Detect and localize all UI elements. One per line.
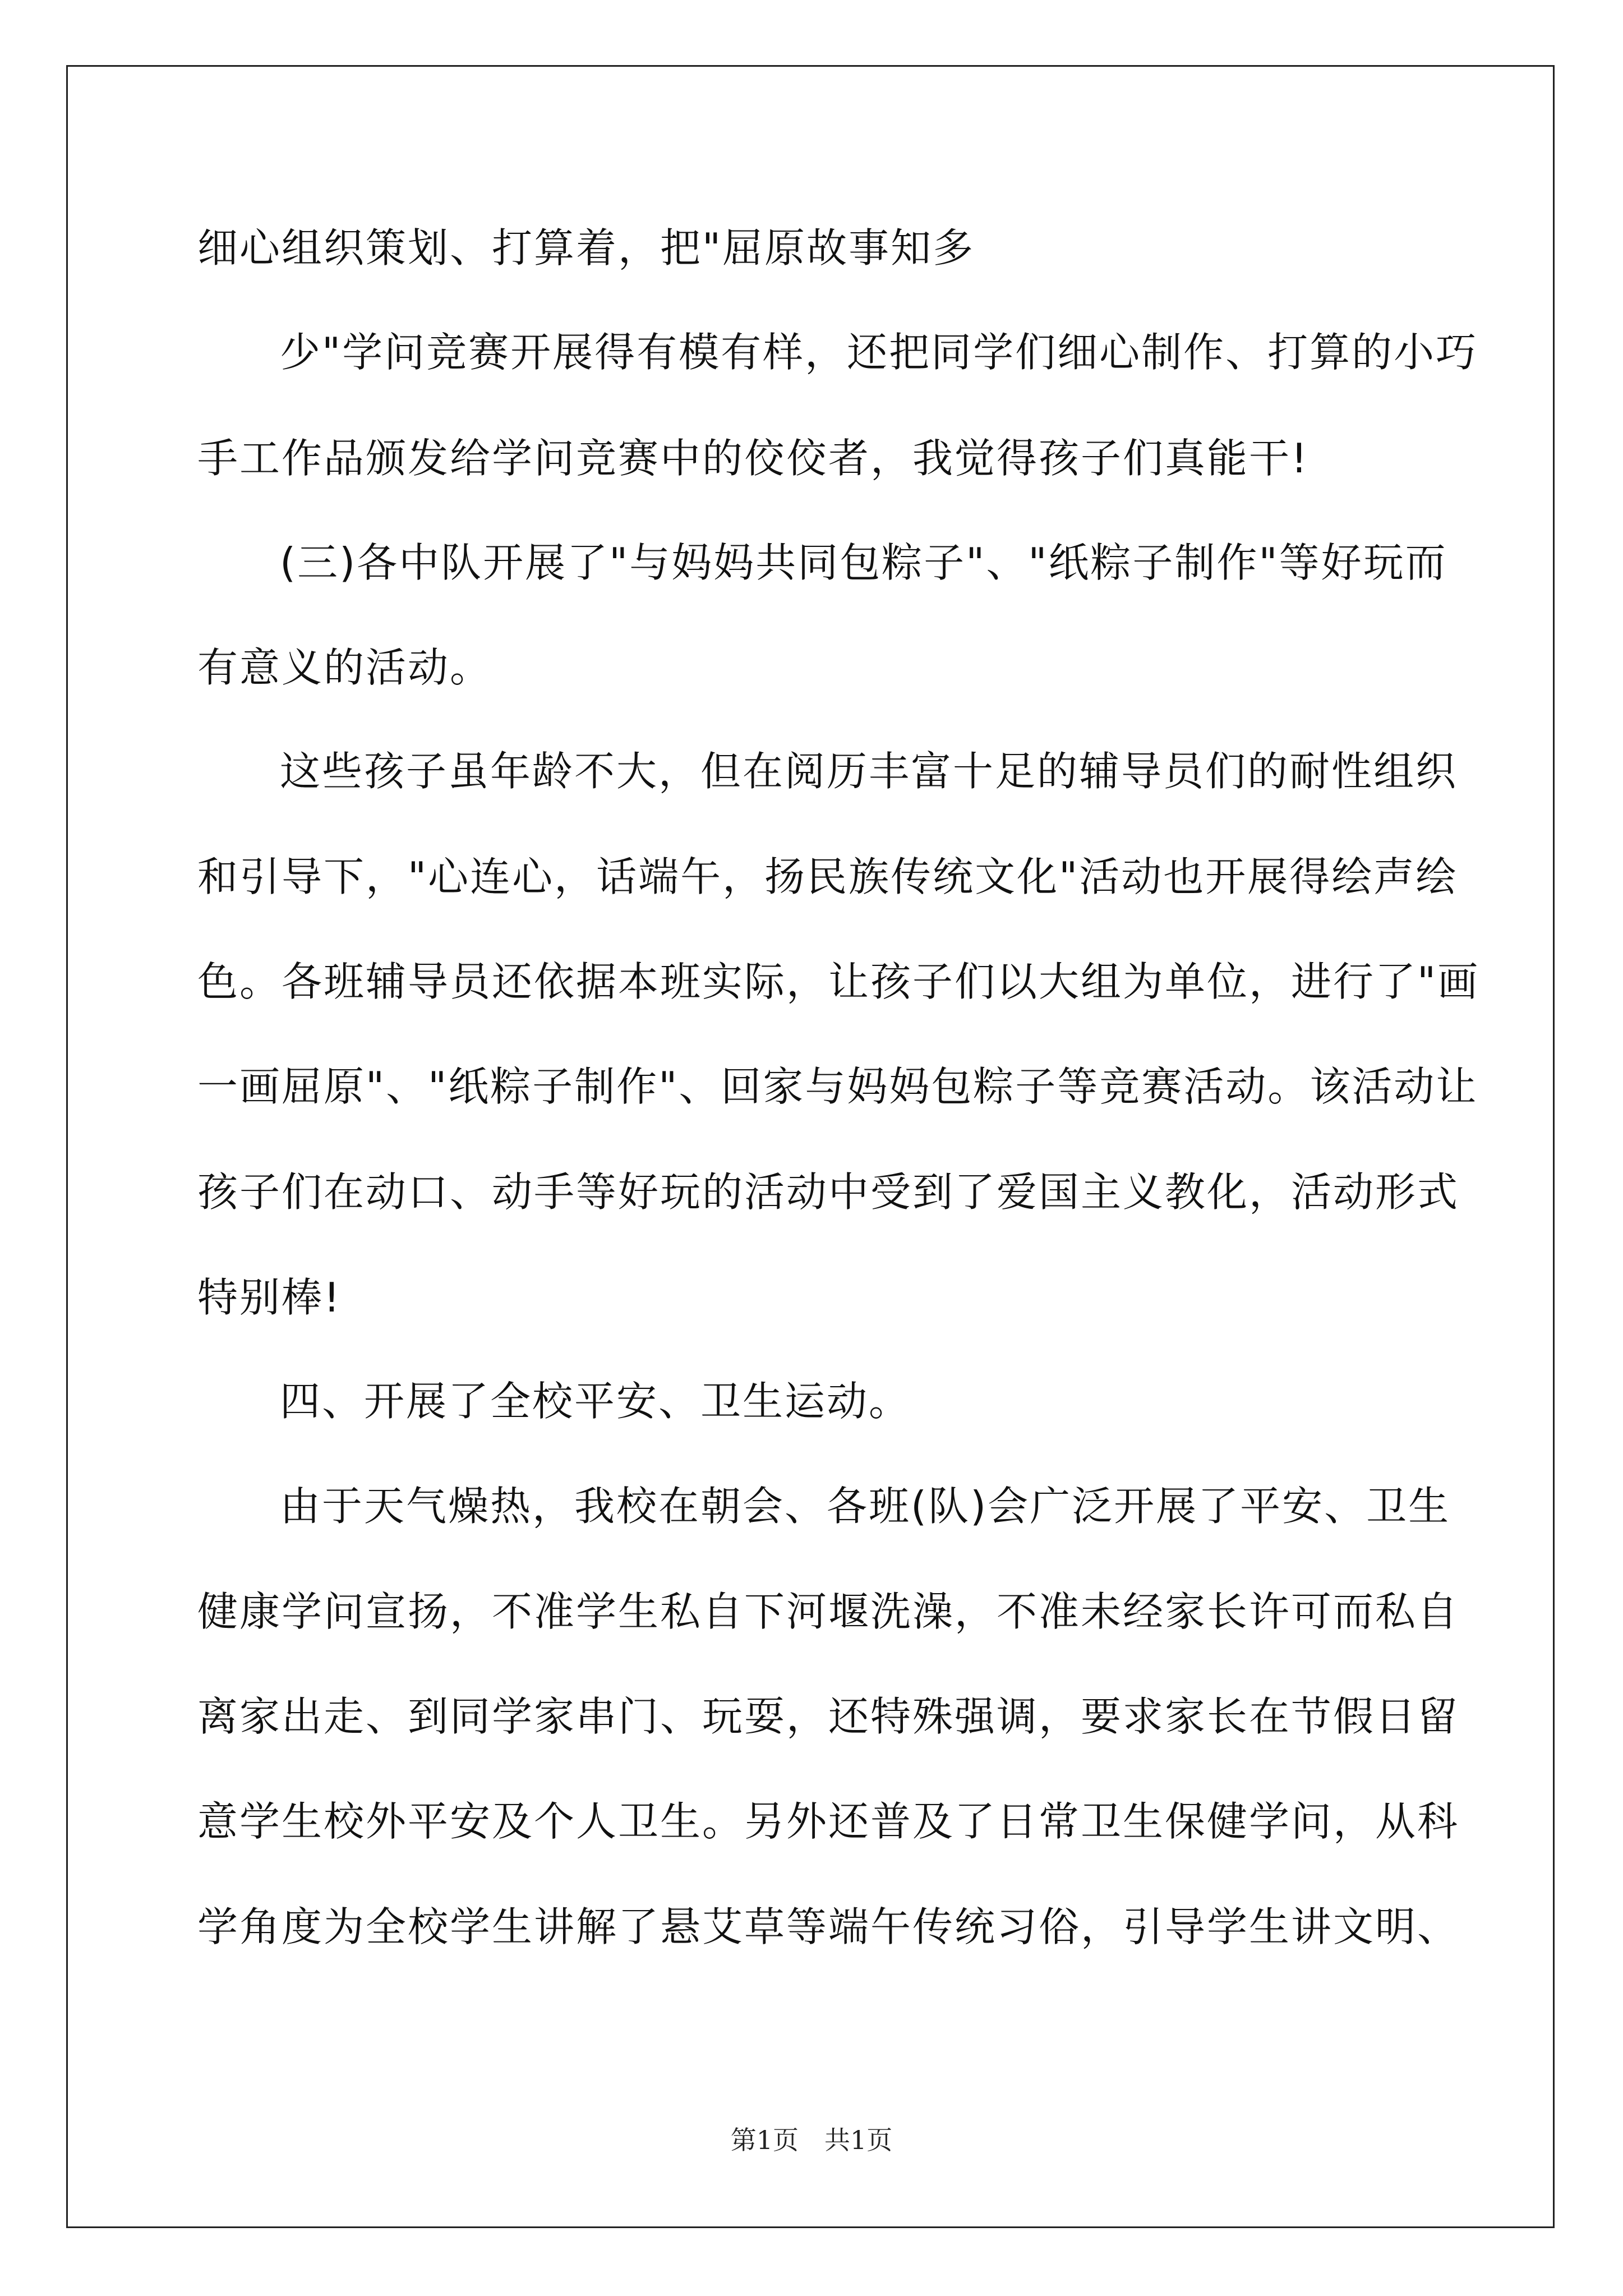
text-line: 学角度为全校学生讲解了悬艾草等端午传统习俗，引导学生讲文明、 <box>197 1903 1460 1950</box>
text-line: 少"学问竞赛开展得有模有样，还把同学们细心制作、打算的小巧 <box>280 329 1478 376</box>
text-line: 离家出走、到同学家串门、玩耍，还特殊强调，要求家长在节假日留 <box>197 1693 1460 1740</box>
text-line: 孩子们在动口、动手等好玩的活动中受到了爱国主义教化，活动形式 <box>197 1168 1460 1216</box>
text-line: 手工作品颁发给学问竞赛中的佼佼者，我觉得孩子们真能干! <box>197 435 1309 482</box>
text-line: 一画屈原"、"纸粽子制作"、回家与妈妈包粽子等竞赛活动。该活动让 <box>197 1063 1478 1110</box>
text-line: 由于天气燥热，我校在朝会、各班(队)会广泛开展了平安、卫生 <box>280 1483 1451 1530</box>
text-line: 特别棒! <box>197 1274 342 1321</box>
text-line: 有意义的活动。 <box>197 644 492 691</box>
text-line: 和引导下，"心连心，话端午，扬民族传统文化"活动也开展得绘声绘 <box>197 853 1458 900</box>
text-line: (三)各中队开展了"与妈妈共同包粽子"、"纸粽子制作"等好玩而 <box>280 539 1447 586</box>
text-line: 意学生校外平安及个人卫生。另外还普及了日常卫生保健学问，从科 <box>197 1798 1460 1845</box>
text-line: 健康学问宣扬，不准学生私自下河堰洗澡，不准未经家长许可而私自 <box>197 1588 1460 1635</box>
page-number-footer: 第1页 共1页 <box>730 2125 893 2155</box>
text-line: 色。各班辅导员还依据本班实际，让孩子们以大组为单位，进行了"画 <box>197 958 1480 1005</box>
text-line: 这些孩子虽年龄不大，但在阅历丰富十足的辅导员们的耐性组织 <box>280 748 1458 795</box>
section-heading: 四、开展了全校平安、卫生运动。 <box>280 1378 911 1425</box>
text-line: 细心组织策划、打算着，把"屈原故事知多 <box>197 224 975 272</box>
